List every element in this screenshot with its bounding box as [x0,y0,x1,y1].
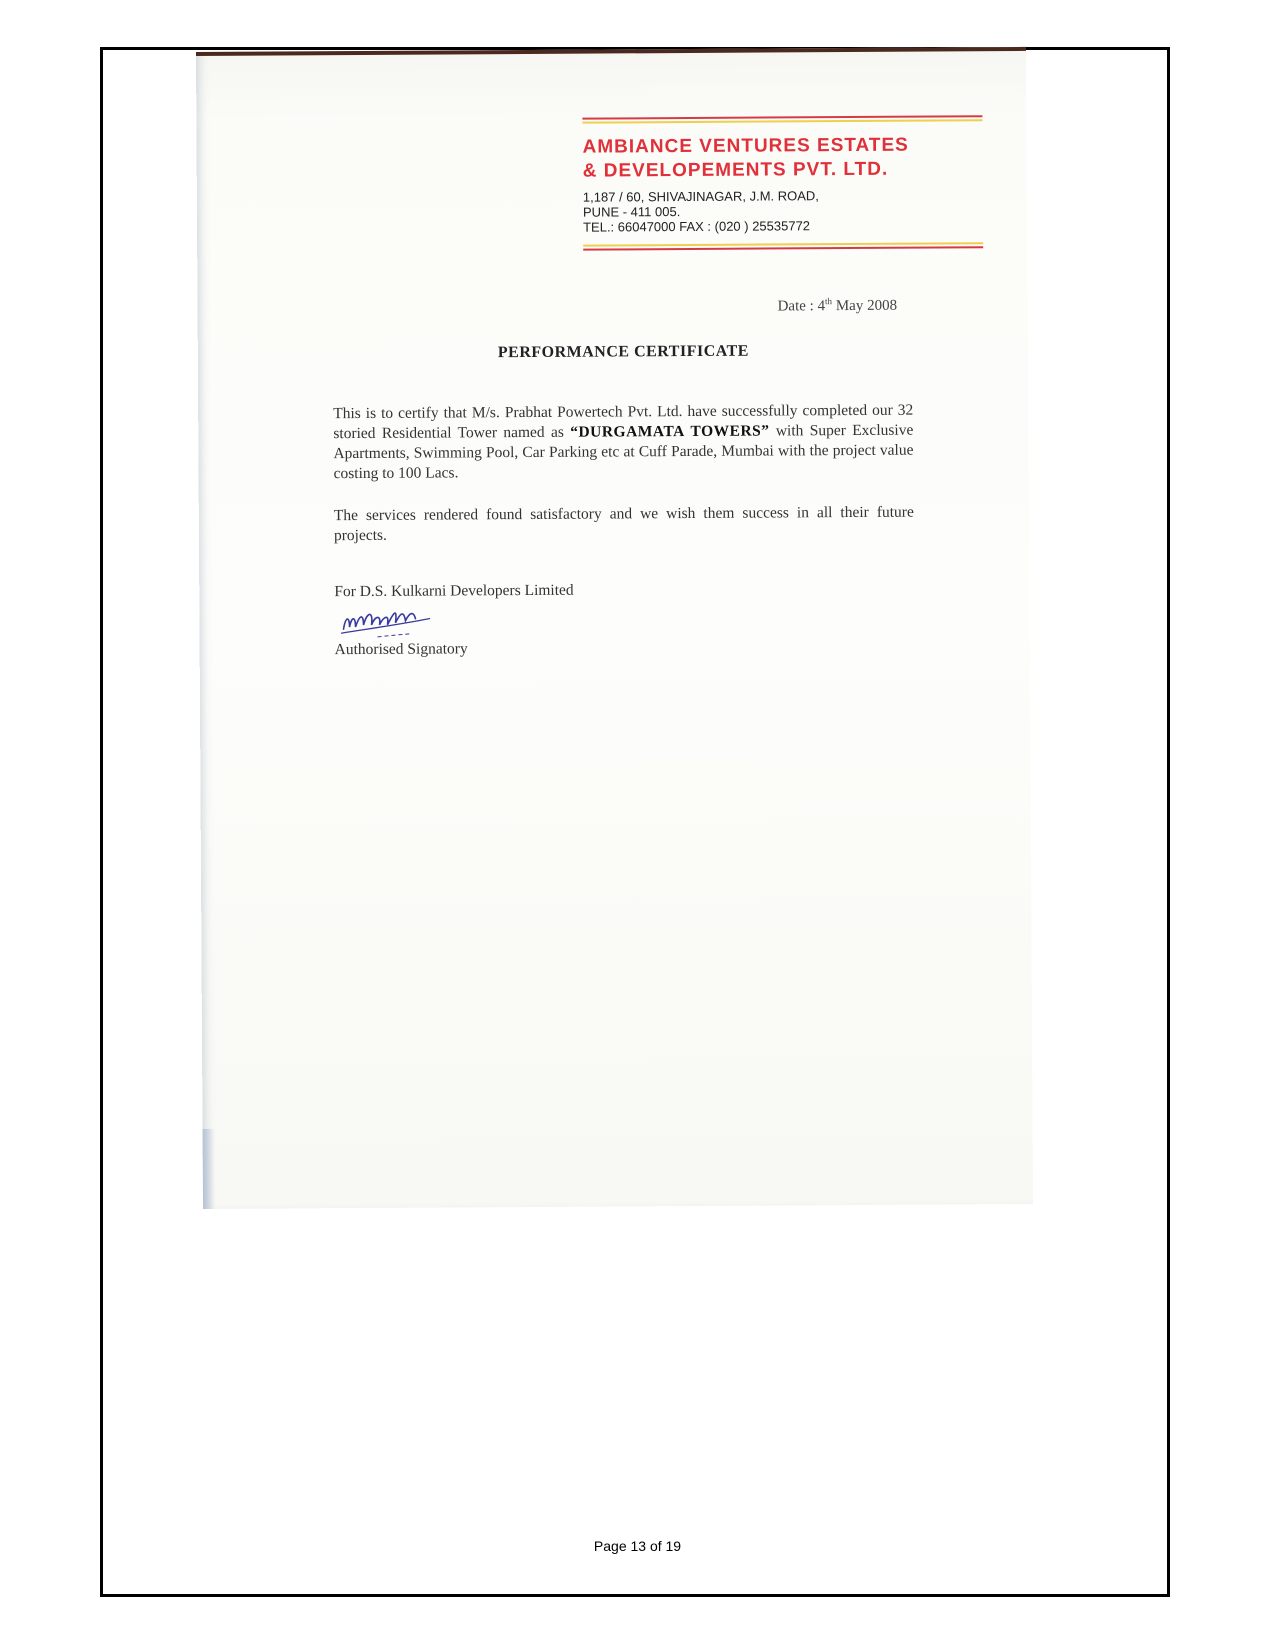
project-name: “DURGAMATA TOWERS” [570,422,770,441]
contact-line: TEL.: 66047000 FAX : (020 ) 25535772 [583,218,811,235]
certificate-title: PERFORMANCE CERTIFICATE [497,342,749,362]
letterhead-top-rule-yellow [582,119,982,123]
date-rest: May 2008 [835,297,898,315]
address-line1: 1,187 / 60, SHIVAJINAGAR, J.M. ROAD, [582,188,819,205]
company-name-line1: AMBIANCE VENTURES ESTATES [582,134,909,158]
letter-date [778,296,898,316]
address-line2: PUNE - 411 005. [582,204,681,220]
letterhead-bottom-rule [583,246,983,250]
date-suffix: th [824,296,833,307]
company-address [583,187,983,234]
scanned-letter [196,47,1033,1209]
company-name-line2: & DEVELOPEMENTS PVT. LTD. [582,158,889,182]
letterhead [582,115,983,252]
scan-left-edge [203,1129,215,1209]
certificate-paragraph-1 [333,401,913,485]
para1-text-a: This is to certify that M/s. Prabhat Powertech Pvt. Ltd. have successfully completed our 32 storied Residential Tower named as [333,401,914,443]
date-label: Date : [777,298,814,315]
issuer-line: For D.S. Kulkarni Developers Limited [334,581,574,601]
handwritten-signature [337,603,437,640]
certificate-paragraph-2: The services rendered found satisfactory and we wish them success in all their future projects. [333,503,914,545]
authorised-signatory: Authorised Signatory [334,640,468,659]
date-day: 4 [817,298,826,315]
para1-text-b: with Super Exclusive Apartments, Swimming Pool, Car Parking etc at Cuff Parade, Mumbai with the project value costing to 100 Lacs. [333,421,914,483]
page-number: Page 13 of 19 [593,1538,682,1554]
